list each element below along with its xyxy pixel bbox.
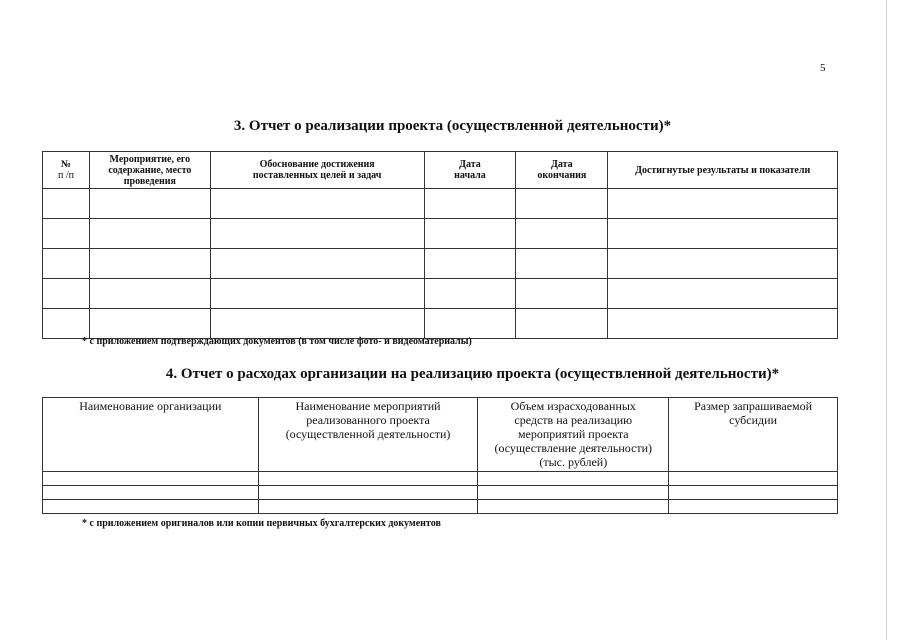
table-row	[43, 249, 838, 279]
header-justification: Обоснование достижения поставленных целей и задач	[210, 152, 424, 189]
page-number: 5	[820, 62, 826, 74]
header-event: Мероприятие, его содержание, место проведения	[89, 152, 210, 189]
project-report-table	[42, 151, 838, 339]
table-row	[43, 309, 838, 339]
page-edge-line	[886, 0, 887, 640]
header-start-date: Дата начала	[424, 152, 516, 189]
header-results: Достигнутые результаты и показатели	[608, 152, 838, 189]
header-number: № п /п	[43, 152, 90, 189]
section-4-footnote: * с приложением оригиналов или копии первичных бухгалтерских документов	[82, 518, 441, 529]
section-3-title: 3. Отчет о реализации проекта (осуществленной деятельности)*	[233, 118, 672, 134]
table-row	[43, 219, 838, 249]
table-header-row	[43, 398, 838, 472]
table-row	[43, 486, 838, 500]
table-row	[43, 472, 838, 486]
section-3-footnote: * с приложением подтверждающих документов (в том числе фото- и видеоматериалы)	[82, 336, 472, 347]
header-end-date: Дата окончания	[516, 152, 608, 189]
header-subsidy-size: Размер запрашиваемой субсидии	[669, 398, 838, 472]
expense-report-table	[42, 397, 838, 514]
header-spent-amount: Объем израсходованных средств на реализацию мероприятий проекта (осуществление деятельности) (тыс. рублей)	[478, 398, 669, 472]
header-events: Наименование мероприятий реализованного проекта (осуществленной деятельности)	[258, 398, 478, 472]
header-organization: Наименование организации	[43, 398, 259, 472]
section-4-title: 4. Отчет о расходах организации на реализацию проекта (осуществленной деятельности)*	[165, 366, 780, 382]
table-header-row	[43, 152, 838, 189]
table-row	[43, 189, 838, 219]
table-row	[43, 279, 838, 309]
table-row	[43, 500, 838, 514]
